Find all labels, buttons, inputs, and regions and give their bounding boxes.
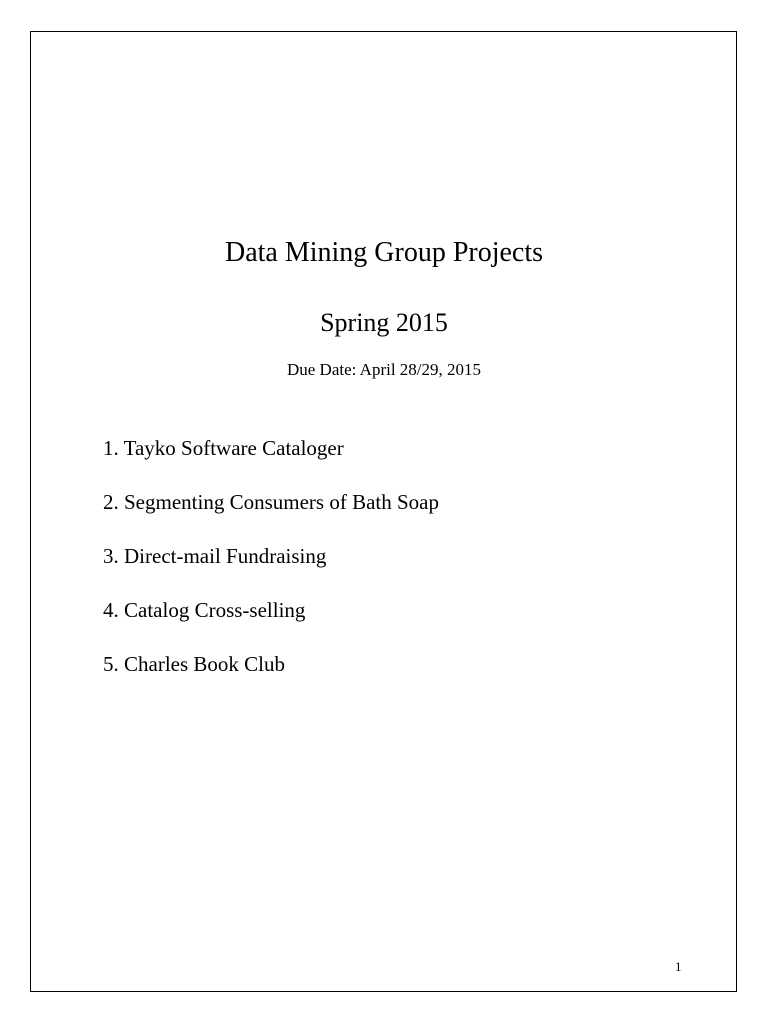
project-item: 4. Catalog Cross-selling	[103, 598, 306, 622]
document-subtitle: Spring 2015	[320, 308, 448, 337]
document-title: Data Mining Group Projects	[224, 237, 544, 268]
due-date: Due Date: April 28/29, 2015	[286, 360, 482, 379]
project-item: 2. Segmenting Consumers of Bath Soap	[103, 490, 439, 514]
project-item: 1. Tayko Software Cataloger	[103, 436, 344, 460]
page-number: 1	[675, 959, 682, 974]
project-item: 3. Direct-mail Fundraising	[103, 544, 327, 568]
project-item: 5. Charles Book Club	[103, 652, 285, 676]
project-list	[103, 434, 439, 704]
